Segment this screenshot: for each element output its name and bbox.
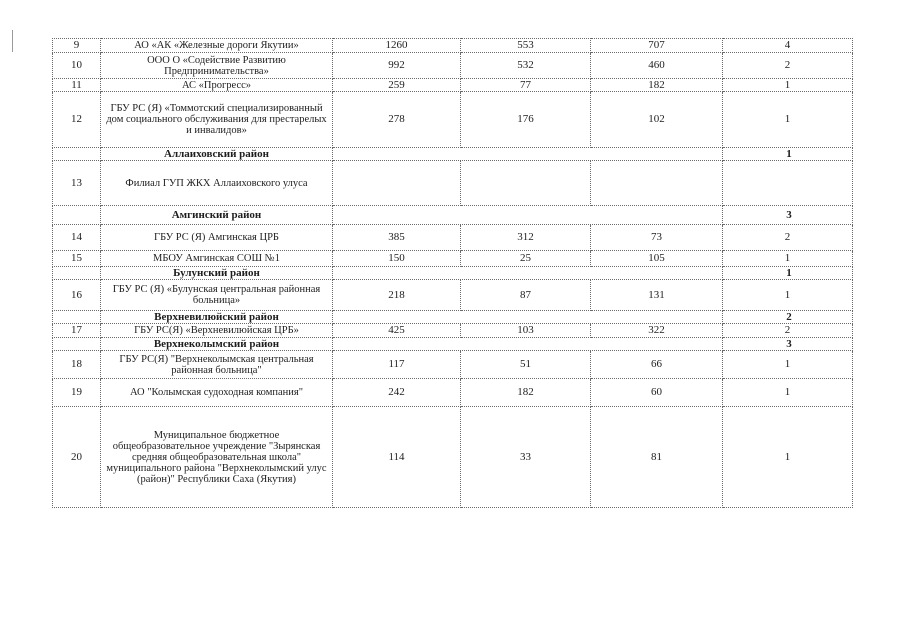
row-number: 13 [53,161,101,206]
region-num-cell [53,338,101,351]
value-third: 81 [591,407,723,508]
region-name: Верхнеколымский район [101,338,333,351]
margin-mark [12,30,13,52]
value-second: 33 [461,407,591,508]
value-second: 182 [461,379,591,407]
region-name: Амгинский район [101,206,333,225]
region-row [53,267,853,280]
value-second: 312 [461,225,591,251]
value-third: 66 [591,351,723,379]
region-name: Верхневилюйский район [101,311,333,324]
region-count: 1 [723,148,853,161]
table-row [53,324,853,338]
organization-name: ГБУ РС(Я) "Верхнеколымская центральная районная больница" [101,351,333,379]
region-blank-cell [333,267,723,280]
table-row [53,225,853,251]
organization-name: ГБУ РС(Я) «Верхневилюйская ЦРБ» [101,324,333,338]
value-third: 707 [591,39,723,53]
region-name: Булунский район [101,267,333,280]
value-third: 322 [591,324,723,338]
organization-name: ГБУ РС (Я) «Булунская центральная районная больница» [101,280,333,311]
value-second: 532 [461,53,591,79]
value-fourth: 1 [723,351,853,379]
value-fourth: 2 [723,225,853,251]
value-fourth: 4 [723,39,853,53]
row-number: 15 [53,251,101,267]
region-count: 1 [723,267,853,280]
region-num-cell [53,206,101,225]
value-total: 114 [333,407,461,508]
value-fourth: 1 [723,92,853,148]
table-row [53,53,853,79]
table-row [53,92,853,148]
value-second [461,161,591,206]
value-fourth: 1 [723,407,853,508]
value-total: 117 [333,351,461,379]
region-count: 2 [723,311,853,324]
value-fourth: 1 [723,280,853,311]
region-row [53,148,853,161]
value-total: 1260 [333,39,461,53]
row-number: 19 [53,379,101,407]
value-total: 385 [333,225,461,251]
table-row [53,251,853,267]
organization-name: ГБУ РС (Я) Амгинская ЦРБ [101,225,333,251]
row-number: 18 [53,351,101,379]
row-number: 10 [53,53,101,79]
organization-name: Филиал ГУП ЖКХ Аллаиховского улуса [101,161,333,206]
value-second: 87 [461,280,591,311]
value-second: 176 [461,92,591,148]
value-third: 460 [591,53,723,79]
table-row [53,39,853,53]
organization-name: АО «АК «Железные дороги Якутии» [101,39,333,53]
organization-name: ГБУ РС (Я) «Томмотский специализированный дом социального обслуживания для престарелых и инвалидов» [101,92,333,148]
table-row [53,280,853,311]
region-row [53,338,853,351]
organization-name: Муниципальное бюджетное общеобразовательное учреждение "Зырянская средняя общеобразовательная школа" муниципального района "Верхнеколымский улус (район)" Республики Саха (Якутия) [101,407,333,508]
region-count: 3 [723,338,853,351]
region-name: Аллаиховский район [101,148,333,161]
value-total: 150 [333,251,461,267]
value-second: 103 [461,324,591,338]
value-total: 242 [333,379,461,407]
value-total: 425 [333,324,461,338]
region-num-cell [53,311,101,324]
region-row [53,311,853,324]
registry-table [52,38,853,508]
organization-name: АО "Колымская судоходная компания" [101,379,333,407]
row-number: 17 [53,324,101,338]
value-total [333,161,461,206]
table-row [53,161,853,206]
value-third: 131 [591,280,723,311]
organization-name: ООО О «Содействие Развитию Предпринимательства» [101,53,333,79]
value-fourth: 2 [723,53,853,79]
value-fourth: 1 [723,251,853,267]
region-count: 3 [723,206,853,225]
region-blank-cell [333,206,723,225]
region-blank-cell [333,311,723,324]
value-second: 553 [461,39,591,53]
row-number: 9 [53,39,101,53]
region-blank-cell [333,338,723,351]
table-row [53,79,853,92]
value-third [591,161,723,206]
value-total: 218 [333,280,461,311]
row-number: 14 [53,225,101,251]
table-row [53,379,853,407]
value-fourth [723,161,853,206]
row-number: 20 [53,407,101,508]
value-second: 51 [461,351,591,379]
organization-name: МБОУ Амгинская СОШ №1 [101,251,333,267]
value-third: 73 [591,225,723,251]
registry-table-body [53,39,853,508]
value-fourth: 2 [723,324,853,338]
value-third: 182 [591,79,723,92]
table-row [53,407,853,508]
value-fourth: 1 [723,379,853,407]
value-third: 102 [591,92,723,148]
region-blank-cell [333,148,723,161]
region-num-cell [53,148,101,161]
value-total: 992 [333,53,461,79]
region-num-cell [53,267,101,280]
region-row [53,206,853,225]
table-row [53,351,853,379]
value-total: 278 [333,92,461,148]
organization-name: АС «Прогресс» [101,79,333,92]
value-second: 25 [461,251,591,267]
row-number: 11 [53,79,101,92]
value-third: 60 [591,379,723,407]
value-fourth: 1 [723,79,853,92]
value-total: 259 [333,79,461,92]
row-number: 16 [53,280,101,311]
row-number: 12 [53,92,101,148]
value-second: 77 [461,79,591,92]
value-third: 105 [591,251,723,267]
